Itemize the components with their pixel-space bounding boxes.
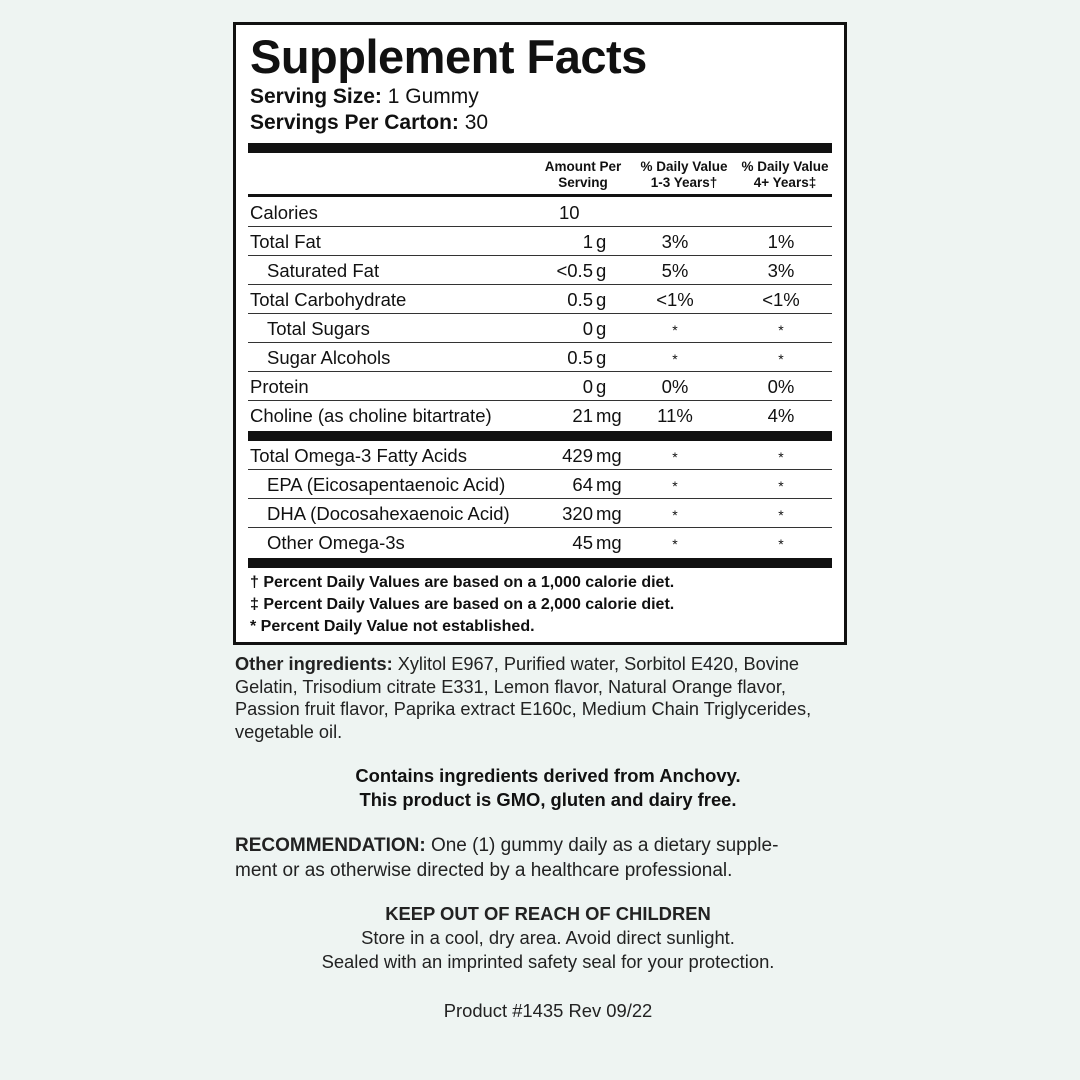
footnote-dagger: † Percent Daily Values are based on a 1,000 calorie diet. bbox=[250, 574, 675, 591]
nutrient-dv-1-3: 11% bbox=[657, 405, 693, 426]
nutrient-dv-1-3: 3% bbox=[661, 231, 689, 252]
nutrient-amount: 64 bbox=[572, 474, 593, 495]
contains-line: This product is GMO, gluten and dairy free. bbox=[359, 789, 737, 810]
nutrient-row-sugar-alcohols bbox=[248, 343, 832, 372]
nutrient-dv-1-3: * bbox=[672, 351, 678, 367]
header-dv2-line1: % Daily Value bbox=[741, 159, 829, 174]
header-dv1-line1: % Daily Value bbox=[640, 159, 728, 174]
nutrient-unit: g bbox=[596, 260, 607, 281]
nutrient-row-total-fat bbox=[248, 227, 832, 256]
nutrient-name: Total Sugars bbox=[267, 318, 370, 339]
nutrient-dv-1-3: * bbox=[672, 507, 678, 523]
nutrient-unit: g bbox=[596, 376, 607, 397]
nutrient-dv-4plus: * bbox=[778, 322, 784, 338]
nutrient-name: EPA (Eicosapentaenoic Acid) bbox=[267, 474, 506, 495]
nutrient-name: DHA (Docosahexaenoic Acid) bbox=[267, 503, 510, 524]
other-ingredients bbox=[235, 653, 845, 743]
contains-statement bbox=[233, 764, 863, 812]
serving-size-label: Serving Size: bbox=[250, 85, 382, 108]
header-divider bbox=[248, 194, 832, 197]
thick-divider bbox=[248, 558, 832, 568]
nutrient-amount: 0 bbox=[582, 376, 593, 397]
recommendation bbox=[235, 833, 845, 883]
storage-instructions bbox=[233, 926, 863, 974]
nutrient-name: Saturated Fat bbox=[267, 260, 380, 281]
contains-line: Contains ingredients derived from Anchovy. bbox=[355, 765, 741, 786]
nutrient-amount: 0.5 bbox=[567, 347, 593, 368]
footnote-double-dagger: ‡ Percent Daily Values are based on a 2,000 calorie diet. bbox=[250, 596, 675, 613]
nutrient-row-choline bbox=[248, 401, 832, 430]
nutrient-row-dha bbox=[248, 499, 832, 528]
footnote-asterisk: * Percent Daily Value not established. bbox=[250, 618, 535, 635]
nutrient-dv-1-3: 5% bbox=[661, 260, 689, 281]
header-dv-1-3 bbox=[629, 159, 739, 191]
nutrient-unit: mg bbox=[596, 474, 622, 495]
nutrient-row-protein bbox=[248, 372, 832, 401]
other-ingredients-line: vegetable oil. bbox=[235, 721, 343, 742]
product-number: Product #1435 Rev 09/22 bbox=[443, 1000, 653, 1021]
other-ingredients-line: Gelatin, Trisodium citrate E331, Lemon flavor, Natural Orange flavor, bbox=[235, 676, 786, 697]
nutrient-dv-1-3: * bbox=[672, 449, 678, 465]
nutrient-dv-1-3: 0% bbox=[661, 376, 689, 397]
nutrient-amount: 429 bbox=[562, 445, 593, 466]
supplement-facts-panel bbox=[233, 22, 847, 645]
header-dv-4plus bbox=[730, 159, 840, 191]
header-dv1-line2: 1-3 Years† bbox=[650, 175, 718, 190]
recommendation-label: RECOMMENDATION: bbox=[235, 835, 426, 856]
nutrient-amount: 320 bbox=[562, 503, 593, 524]
nutrient-unit: mg bbox=[596, 405, 622, 426]
nutrient-amount: <0.5 bbox=[556, 260, 593, 281]
thick-divider bbox=[248, 431, 832, 441]
header-amount-line1: Amount Per bbox=[544, 159, 622, 174]
warning-heading: KEEP OUT OF REACH OF CHILDREN bbox=[385, 903, 711, 924]
nutrient-unit: g bbox=[596, 347, 607, 368]
nutrient-dv-4plus: * bbox=[778, 351, 784, 367]
nutrient-name: Choline (as choline bitartrate) bbox=[250, 405, 492, 426]
nutrient-unit: mg bbox=[596, 503, 622, 524]
nutrient-dv-4plus: * bbox=[778, 478, 784, 494]
nutrient-unit: mg bbox=[596, 532, 622, 553]
servings-value: 30 bbox=[458, 111, 489, 134]
nutrient-unit: g bbox=[596, 318, 607, 339]
nutrient-dv-1-3: <1% bbox=[656, 289, 694, 310]
nutrient-amount: 21 bbox=[572, 405, 593, 426]
recommendation-line: One (1) gummy daily as a dietary supple- bbox=[425, 835, 779, 856]
nutrient-amount: 0 bbox=[582, 318, 593, 339]
nutrient-amount: 1 bbox=[582, 231, 593, 252]
nutrient-amount: 0.5 bbox=[567, 289, 593, 310]
nutrient-unit: g bbox=[596, 289, 607, 310]
servings-label: Servings Per Carton: bbox=[250, 111, 459, 134]
nutrient-unit: g bbox=[596, 231, 607, 252]
nutrient-dv-1-3: * bbox=[672, 536, 678, 552]
nutrient-dv-4plus: 4% bbox=[767, 405, 795, 426]
storage-line: Sealed with an imprinted safety seal for your protection. bbox=[321, 951, 775, 972]
nutrient-row-other-omega-3s bbox=[248, 528, 832, 557]
servings-per-carton bbox=[250, 111, 488, 135]
nutrient-name: Calories bbox=[250, 202, 318, 223]
storage-line: Store in a cool, dry area. Avoid direct sunlight. bbox=[361, 927, 735, 948]
nutrient-amount: 10 bbox=[559, 202, 580, 223]
serving-size-value: 1 Gummy bbox=[381, 85, 479, 108]
nutrient-name: Total Fat bbox=[250, 231, 321, 252]
nutrient-row-saturated-fat bbox=[248, 256, 832, 285]
header-amount bbox=[528, 159, 638, 191]
nutrient-dv-4plus: 3% bbox=[767, 260, 795, 281]
nutrient-dv-1-3: * bbox=[672, 322, 678, 338]
nutrient-name: Total Omega-3 Fatty Acids bbox=[250, 445, 467, 466]
other-ingredients-label: Other ingredients: bbox=[235, 654, 393, 674]
nutrient-row-calories bbox=[248, 198, 832, 227]
recommendation-line: ment or as otherwise directed by a healthcare professional. bbox=[235, 860, 733, 881]
nutrient-amount: 45 bbox=[572, 532, 593, 553]
nutrient-row-epa bbox=[248, 470, 832, 499]
nutrient-dv-4plus: 0% bbox=[767, 376, 795, 397]
nutrient-name: Total Carbohydrate bbox=[250, 289, 407, 310]
nutrient-row-total-sugars bbox=[248, 314, 832, 343]
nutrient-dv-4plus: <1% bbox=[762, 289, 800, 310]
header-dv2-line2: 4+ Years‡ bbox=[753, 175, 817, 190]
nutrient-name: Protein bbox=[250, 376, 309, 397]
nutrient-dv-4plus: 1% bbox=[767, 231, 795, 252]
header-amount-line2: Serving bbox=[558, 175, 608, 190]
nutrient-row-total-carbohydrate bbox=[248, 285, 832, 314]
thick-divider bbox=[248, 143, 832, 153]
nutrient-dv-4plus: * bbox=[778, 449, 784, 465]
panel-title: Supplement Facts bbox=[250, 30, 647, 83]
nutrient-dv-1-3: * bbox=[672, 478, 678, 494]
nutrient-dv-4plus: * bbox=[778, 507, 784, 523]
nutrient-row-omega-3 bbox=[248, 441, 832, 470]
other-ingredients-line: Xylitol E967, Purified water, Sorbitol E420, Bovine bbox=[392, 654, 800, 674]
nutrient-name: Sugar Alcohols bbox=[267, 347, 391, 368]
nutrient-unit: mg bbox=[596, 445, 622, 466]
other-ingredients-line: Passion fruit flavor, Paprika extract E160c, Medium Chain Triglycerides, bbox=[235, 699, 812, 719]
nutrient-name: Other Omega-3s bbox=[267, 532, 405, 553]
nutrient-dv-4plus: * bbox=[778, 536, 784, 552]
serving-size bbox=[250, 85, 479, 109]
